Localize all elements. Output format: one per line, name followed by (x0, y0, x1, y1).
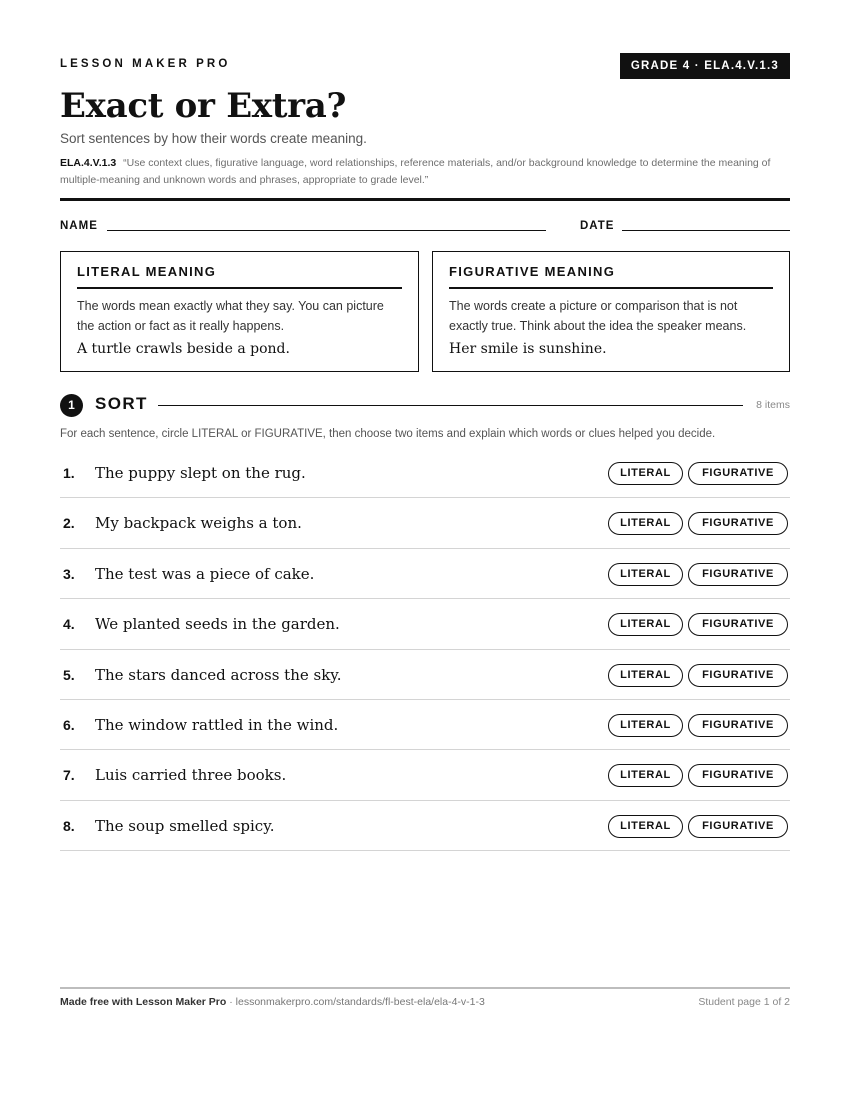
literal-example: A turtle crawls beside a pond. (77, 341, 290, 357)
literal-description: The words mean exactly what they say. You can picture the action or fact as it really happens. (77, 299, 384, 333)
literal-choice-button[interactable]: LITERAL (608, 664, 683, 687)
list-item (60, 448, 790, 498)
item-number: 3. (63, 565, 75, 582)
section-divider (158, 405, 743, 406)
figurative-heading: FIGURATIVE MEANING (449, 264, 773, 289)
figurative-choice-button[interactable]: FIGURATIVE (688, 714, 788, 737)
section-number-badge: 1 (60, 394, 83, 417)
footer-url[interactable]: lessonmakerpro.com/standards/fl-best-ela/ela-4-v-1-3 (235, 996, 485, 1008)
page-subtitle: Sort sentences by how their words create meaning. (60, 131, 367, 146)
figurative-choice-button[interactable]: FIGURATIVE (688, 613, 788, 636)
figurative-choice-button[interactable]: FIGURATIVE (688, 764, 788, 787)
date-label: DATE (580, 220, 615, 232)
item-number: 6. (63, 716, 75, 733)
item-number: 8. (63, 817, 75, 834)
figurative-choice-button[interactable]: FIGURATIVE (688, 563, 788, 586)
list-item (60, 650, 790, 700)
literal-heading: LITERAL MEANING (77, 264, 402, 289)
page-number: Student page 1 of 2 (698, 996, 790, 1008)
item-sentence: The test was a piece of cake. (95, 564, 315, 583)
item-sentence: Luis carried three books. (95, 766, 287, 785)
literal-definition-box (60, 251, 419, 372)
literal-choice-button[interactable]: LITERAL (608, 512, 683, 535)
list-item (60, 498, 790, 548)
list-item (60, 549, 790, 599)
grade-badge: GRADE 4 · ELA.4.V.1.3 (620, 53, 790, 79)
section-title: SORT (95, 394, 148, 413)
item-number: 7. (63, 767, 75, 784)
page-title: Exact or Extra? (60, 86, 347, 126)
figurative-example: Her smile is sunshine. (449, 341, 607, 357)
name-field[interactable] (107, 230, 546, 231)
list-item (60, 801, 790, 851)
item-sentence: My backpack weighs a ton. (95, 514, 302, 533)
section-instructions: For each sentence, circle LITERAL or FIGURATIVE, then choose two items and explain which words or clues helped you decide. (60, 428, 716, 440)
literal-choice-button[interactable]: LITERAL (608, 462, 683, 485)
standard-description (60, 155, 790, 189)
figurative-choice-button[interactable]: FIGURATIVE (688, 664, 788, 687)
footer-separator: · (226, 996, 236, 1008)
literal-choice-button[interactable]: LITERAL (608, 613, 683, 636)
item-sentence: We planted seeds in the garden. (95, 615, 340, 634)
figurative-choice-button[interactable]: FIGURATIVE (688, 512, 788, 535)
figurative-choice-button[interactable]: FIGURATIVE (688, 815, 788, 838)
figurative-choice-button[interactable]: FIGURATIVE (688, 462, 788, 485)
item-number: 4. (63, 616, 75, 633)
item-number: 1. (63, 465, 75, 481)
date-field[interactable] (622, 230, 790, 231)
list-item (60, 599, 790, 649)
item-sentence: The stars danced across the sky. (95, 665, 342, 684)
brand-name: LESSON MAKER PRO (60, 58, 231, 70)
footer-credit (60, 996, 485, 1008)
worksheet-page (60, 0, 790, 1100)
figurative-definition-box (432, 251, 790, 372)
item-count: 8 items (756, 399, 790, 411)
literal-choice-button[interactable]: LITERAL (608, 714, 683, 737)
name-label: NAME (60, 220, 98, 232)
sentence-list (60, 448, 790, 851)
item-number: 5. (63, 666, 75, 683)
item-sentence: The soup smelled spicy. (95, 816, 275, 835)
literal-choice-button[interactable]: LITERAL (608, 764, 683, 787)
list-item (60, 750, 790, 800)
item-sentence: The window rattled in the wind. (95, 715, 339, 734)
header-divider (60, 198, 790, 201)
standard-code: ELA.4.V.1.3 (60, 157, 117, 169)
literal-choice-button[interactable]: LITERAL (608, 563, 683, 586)
figurative-description: The words create a picture or comparison that is not exactly true. Think about the idea the speaker means. (449, 299, 747, 333)
footer-divider (60, 987, 790, 989)
list-item (60, 700, 790, 750)
made-with-text: Made free with Lesson Maker Pro (60, 996, 227, 1008)
item-number: 2. (63, 515, 75, 532)
standard-text: “Use context clues, figurative language, word relationships, reference materials, and/or background knowledge to determine the meaning of multiple-meaning and unknown words and phrases, appropriate to grade level.” (60, 157, 771, 186)
literal-choice-button[interactable]: LITERAL (608, 815, 683, 838)
item-sentence: The puppy slept on the rug. (95, 464, 306, 482)
